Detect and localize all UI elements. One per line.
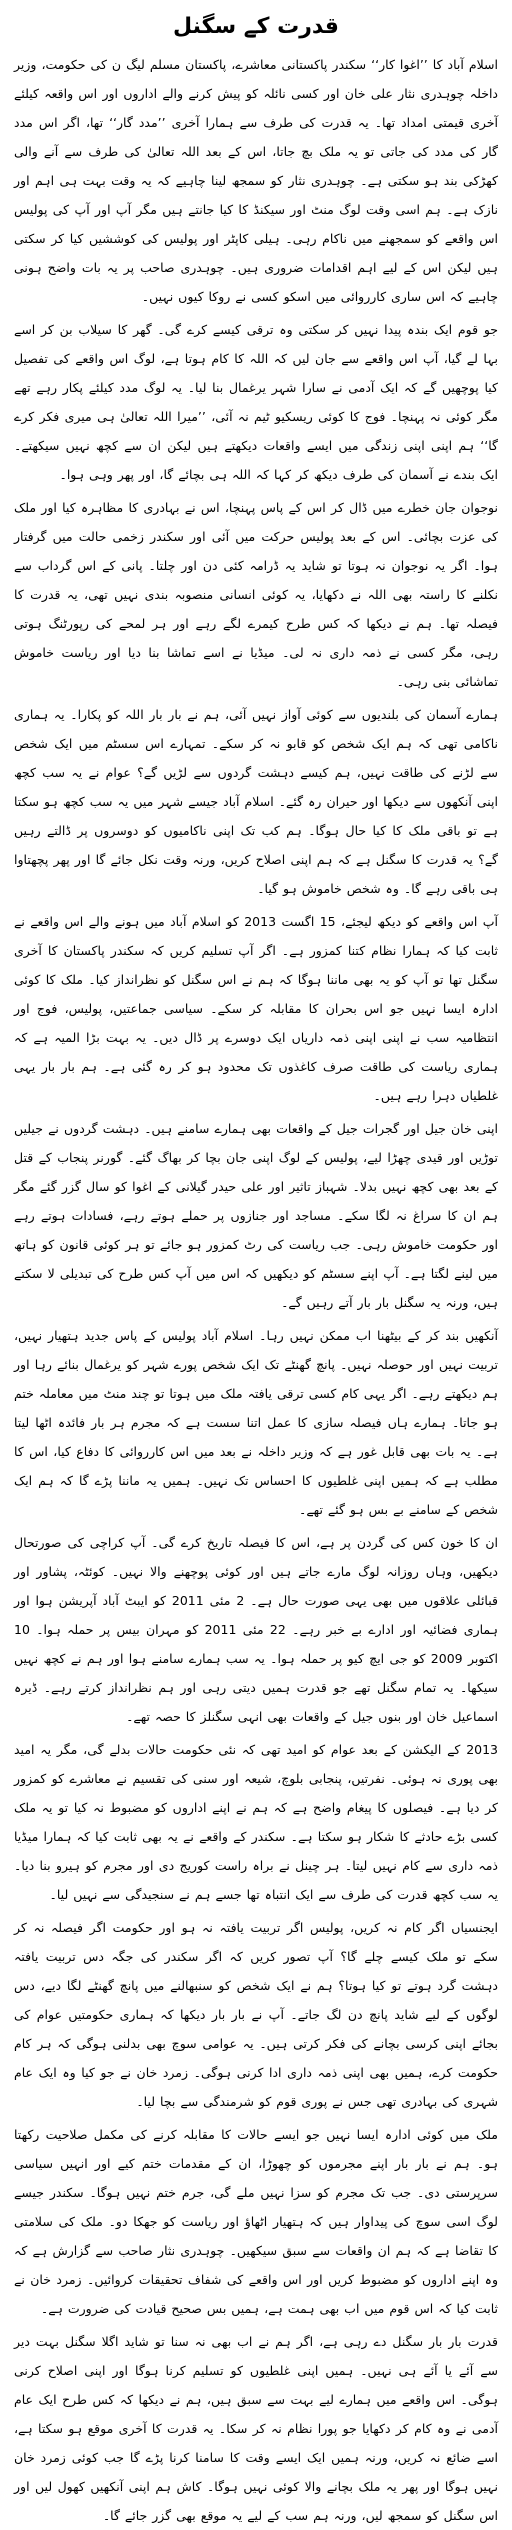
article-paragraph-11: ملک میں کوئی ادارہ ایسا نہیں جو ایسے حالات کا مقابلہ کرنے کی مکمل صلاحیت رکھتا ہو۔ ہم نے بار بار اپنے مجرموں کو چھوڑا، ان کے مقدمات ختم کیے اور انہیں سیاسی سرپرستی دی۔ جب تک مجرم کو سزا نہیں ملے گی، جرم ختم نہیں ہوگا۔ سکندر جیسے لوگ اسی سوچ کی پیداوار ہیں کہ ہتھیار اٹھاؤ اور ریاست کو جھکا دو۔ ملک کی سلامتی کا تقاضا ہے کہ ہم ان واقعات سے سبق سیکھیں۔ چوہدری نثار صاحب سے گزارش ہے کہ وہ اپنے اداروں کو مضبوط کریں اور اس واقعے کی شفاف تحقیقات کروائیں۔ زمرد خان نے ثابت کیا کہ اس قوم میں اب بھی ہمت ہے، ہمیں بس صحیح قیادت کی ضرورت ہے۔ — [14, 2127, 498, 2316]
article-paragraph-8: ان کا خون کس کی گردن پر ہے، اس کا فیصلہ تاریخ کرے گی۔ آپ کراچی کی صورتحال دیکھیں، وہاں روزانہ لوگ مارے جاتے ہیں اور کوئی پوچھنے والا نہیں۔ کوئٹہ، پشاور اور قبائلی علاقوں میں بھی یہی صورت حال ہے۔ 2 مئی 2011 کو ایبٹ آباد آپریشن ہوا اور ہماری فضائیہ اور ادارے بے خبر رہے۔ 22 مئی 2011 کو مہران بیس پر حملہ ہوا۔ 10 اکتوبر 2009 کو جی ایچ کیو پر حملہ ہوا۔ یہ سب ہمارے سامنے ہوا اور ہم نے کچھ نہیں سیکھا۔ یہ تمام سگنل تھے جو قدرت ہمیں دیتی رہی اور ہم نظرانداز کرتے رہے۔ ڈیرہ اسماعیل خان اور بنوں جیل کے واقعات بھی انہی سگنلز کا حصہ تھے۔ — [14, 1535, 498, 1724]
article-paragraph-1: اسلام آباد کا ’’اغوا کار‘‘ سکندر پاکستانی معاشرے، پاکستان مسلم لیگ ن کی حکومت، وزیر داخلہ چوہدری نثار علی خان اور کسی نائلہ کو پیش کرنے والے اداروں اور اس واقعہ کیلئے آخری قیمتی امداد تھا۔ یہ قدرت کی طرف سے ہمارا آخری ’’مدد گار‘‘ تھا، اگر اس مدد گار کی مدد کی جاتی تو یہ ملک بچ جاتا، اس کے بعد اللہ تعالیٰ کی طرف سے آنے والی کھڑکی بند ہو سکتی ہے۔ چوہدری نثار کو سمجھ لینا چاہیے کہ یہ وقت بہت ہی اہم اور نازک ہے۔ ہم اسی وقت لوگ منٹ اور سیکنڈ کا کیا جانتے ہیں مگر آپ اور آپ کی پولیس اس واقعے کو سمجھنے میں ناکام رہی۔ ہیلی کاپٹر اور پولیس کی کوششیں کیا کر سکتی ہیں لیکن اس کے لیے اہم اقدامات ضروری ہیں۔ چوہدری صاحب پر یہ بات واضح ہونی چاہیے کہ اس ساری کارروائی میں اسکو کسی نے روکا کیوں نہیں۔ — [14, 57, 498, 304]
article-paragraph-2: جو قوم ایک بندہ پیدا نہیں کر سکتی وہ ترقی کیسے کرے گی۔ گھر کا سیلاب بن کر اسے بہا لے گیا، آپ اس واقعے سے جان لیں کہ اللہ کا کام ہوتا ہے، لوگ اس واقعے کی تفصیل کیا پوچھیں گے کہ ایک آدمی نے سارا شہر یرغمال بنا لیا۔ یہ لوگ مدد کیلئے پکار رہے تھے مگر کوئی نہ پہنچا۔ فوج کا کوئی ریسکیو ٹیم نہ آئی، ’’میرا اللہ تعالیٰ ہی میری فکر کرے گا‘‘ ہم اپنی اپنی زندگی میں ایسے واقعات دیکھتے ہیں لیکن ان سے کچھ نہیں سیکھتے۔ ایک بندے نے آسمان کی طرف دیکھ کر کہا کہ اللہ ہی بچائے گا، اور پھر وہی ہوا۔ — [14, 322, 498, 482]
article-paragraph-6: اپنی خان جیل اور گجرات جیل کے واقعات بھی ہمارے سامنے ہیں۔ دہشت گردوں نے جیلیں توڑیں اور قیدی چھڑا لیے، پولیس کے لوگ اپنی جان بچا کر بھاگ گئے۔ گورنر پنجاب کے قتل کے بعد بھی کچھ نہیں بدلا۔ شہباز تاثیر اور علی حیدر گیلانی کے اغوا کو سال گزر گئے مگر ہم ان کا سراغ نہ لگا سکے۔ مساجد اور جنازوں پر حملے ہوتے رہے، فسادات ہوتے رہے اور حکومت خاموش رہی۔ جب ریاست کی رٹ کمزور ہو جائے تو ہر کوئی قانون کو ہاتھ میں لینے لگتا ہے۔ آپ اپنے سسٹم کو دیکھیں کہ اس میں آپ کس طرح کی تبدیلی لا سکتے ہیں، ورنہ یہ سگنل بار بار آتے رہیں گے۔ — [14, 1121, 498, 1310]
article-paragraph-12: قدرت بار بار سگنل دے رہی ہے، اگر ہم نے اب بھی نہ سنا تو شاید اگلا سگنل بہت دیر سے آئے یا آئے ہی نہیں۔ ہمیں اپنی غلطیوں کو تسلیم کرنا ہوگا اور اپنی اصلاح کرنی ہوگی۔ اس واقعے میں ہمارے لیے بہت سے سبق ہیں، ہم نے دیکھا کہ کس طرح ایک عام آدمی نے وہ کام کر دکھایا جو پورا نظام نہ کر سکا۔ یہ قدرت کا آخری موقع ہو سکتا ہے، اسے ضائع نہ کریں، ورنہ ہمیں ایک ایسے وقت کا سامنا کرنا پڑے گا جب کوئی زمرد خان نہیں ہوگا اور پھر یہ ملک بچانے والا کوئی نہیں ہوگا۔ کاش ہم اپنی آنکھیں کھول لیں اور اس سگنل کو سمجھ لیں، ورنہ ہم سب کے لیے یہ موقع بھی گزر جائے گا۔ — [14, 2334, 498, 2523]
article-paragraph-9: 2013 کے الیکشن کے بعد عوام کو امید تھی کہ نئی حکومت حالات بدلے گی، مگر یہ امید بھی پوری نہ ہوئی۔ نفرتیں، پنجابی بلوچ، شیعہ اور سنی کی تقسیم نے معاشرے کو کمزور کر دیا ہے۔ فیصلوں کا پیغام واضح ہے کہ ہم نے اپنے اداروں کو مضبوط نہ کیا تو یہ ملک کسی بڑے حادثے کا شکار ہو سکتا ہے۔ سکندر کے واقعے نے یہ بھی ثابت کیا کہ ہمارا میڈیا ذمہ داری سے کام نہیں لیتا۔ ہر چینل نے براہ راست کوریج دی اور مجرم کو ہیرو بنا دیا۔ یہ سب کچھ قدرت کی طرف سے ایک انتباہ تھا جسے ہم نے سنجیدگی سے نہیں لیا۔ — [14, 1742, 498, 1902]
article-title: قدرت کے سگنل — [173, 14, 339, 39]
article-paragraph-7: آنکھیں بند کر کے بیٹھنا اب ممکن نہیں رہا۔ اسلام آباد پولیس کے پاس جدید ہتھیار نہیں، تربیت نہیں اور حوصلہ نہیں۔ پانچ گھنٹے تک ایک شخص پورے شہر کو یرغمال بنائے رہا اور ہم دیکھتے رہے۔ اگر یہی کام کسی ترقی یافتہ ملک میں ہوتا تو چند منٹ میں معاملہ ختم ہو جاتا۔ ہمارے ہاں فیصلہ سازی کا عمل اتنا سست ہے کہ مجرم ہر بار فائدہ اٹھا لیتا ہے۔ یہ بات بھی قابل غور ہے کہ وزیر داخلہ نے بعد میں اس کارروائی کا دفاع کیا، اس کا مطلب ہے کہ ہمیں اپنی غلطیوں کا احساس تک نہیں۔ ہمیں یہ ماننا پڑے گا کہ ہم ایک شخص کے سامنے بے بس ہو گئے تھے۔ — [14, 1328, 498, 1517]
article-paragraph-10: ایجنسیاں اگر کام نہ کریں، پولیس اگر تربیت یافتہ نہ ہو اور حکومت اگر فیصلہ نہ کر سکے تو ملک کیسے چلے گا؟ آپ تصور کریں کہ اگر سکندر کی جگہ دس تربیت یافتہ دہشت گرد ہوتے تو کیا ہوتا؟ ہم نے ایک شخص کو سنبھالنے میں پانچ گھنٹے لگا دیے، دس لوگوں کے لیے شاید پانچ دن لگ جاتے۔ آپ نے بار بار دیکھا کہ ہماری حکومتیں عوام کی بجائے اپنی کرسی بچانے کی فکر کرتی ہیں۔ یہ عوامی سوچ بھی بدلنی ہوگی کہ ہر کام حکومت کرے، ہمیں بھی اپنی ذمہ داری ادا کرنی ہوگی۔ زمرد خان نے جو کیا وہ ایک عام شہری کی بہادری تھی جس نے پوری قوم کو شرمندگی سے بچا لیا۔ — [14, 1920, 498, 2109]
article-paragraph-3: نوجوان جان خطرے میں ڈال کر اس کے پاس پہنچا، اس نے بہادری کا مظاہرہ کیا اور ملک کی عزت بچائی۔ اس کے بعد پولیس حرکت میں آئی اور سکندر زخمی حالت میں گرفتار ہوا۔ اگر یہ نوجوان نہ ہوتا تو شاید یہ ڈرامہ کئی دن اور چلتا۔ پانی کے اس گرداب سے نکلنے کا راستہ بھی اللہ نے دکھایا، یہ کوئی انسانی منصوبہ بندی نہیں تھی، یہ قدرت کا فیصلہ تھا۔ ہم نے دیکھا کہ کس طرح کیمرے لگے رہے اور ہر لمحے کی رپورٹنگ ہوتی رہی، مگر کسی نے ذمہ داری نہ لی۔ میڈیا نے اسے تماشا بنا دیا اور ریاست خاموش تماشائی بنی رہی۔ — [14, 500, 498, 689]
article-paragraph-5: آپ اس واقعے کو دیکھ لیجئے، 15 اگست 2013 کو اسلام آباد میں ہونے والے اس واقعے نے ثابت کیا کہ ہمارا نظام کتنا کمزور ہے۔ اگر آپ تسلیم کریں کہ سکندر پاکستان کا آخری سگنل تھا تو آپ کو یہ بھی ماننا ہوگا کہ ہم نے اس سگنل کو نظرانداز کیا۔ ملک کا کوئی ادارہ ایسا نہیں جو اس بحران کا مقابلہ کر سکے۔ سیاسی جماعتیں، پولیس، فوج اور انتظامیہ سب نے اپنی اپنی ذمہ داریاں ایک دوسرے پر ڈال دیں۔ یہ بہت بڑا المیہ ہے کہ ہماری ریاست کی طاقت صرف کاغذوں تک محدود ہو کر رہ گئی ہے۔ ہم بار بار یہی غلطیاں دہرا رہے ہیں۔ — [14, 914, 498, 1103]
article-paragraph-4: ہمارے آسمان کی بلندیوں سے کوئی آواز نہیں آئی، ہم نے بار بار اللہ کو پکارا۔ یہ ہماری ناکامی تھی کہ ہم ایک شخص کو قابو نہ کر سکے۔ تمہارے اس سسٹم میں ایک شخص سے لڑنے کی طاقت نہیں، ہم کیسے دہشت گردوں سے لڑیں گے؟ عوام نے یہ سب کچھ اپنی آنکھوں سے دیکھا اور حیران رہ گئے۔ اسلام آباد جیسے شہر میں یہ سب کچھ ہو سکتا ہے تو باقی ملک کا کیا حال ہوگا۔ ہم کب تک اپنی ناکامیوں کو دوسروں پر ڈالتے رہیں گے؟ یہ قدرت کا سگنل ہے کہ ہم اپنی اصلاح کریں، ورنہ وقت نکل جائے گا اور پھر پچھتاوا ہی باقی رہے گا۔ وہ شخص خاموش ہو گیا۔ — [14, 707, 498, 896]
article-body — [14, 50, 498, 2530]
